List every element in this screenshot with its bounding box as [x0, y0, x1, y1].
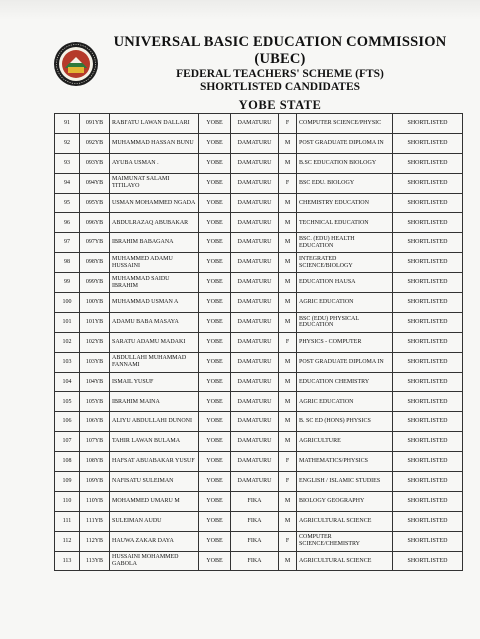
state-cell: YOBE — [199, 332, 231, 352]
candidate-name-cell: TAHIR LAWAN BULAMA — [110, 432, 199, 452]
candidate-code-cell: 097YB — [80, 233, 110, 253]
lga-cell: DAMATURU — [231, 372, 279, 392]
candidate-name-cell: MUHAMMAD HASSAN BUNU — [110, 133, 199, 153]
table-row — [55, 352, 463, 372]
candidate-name-cell: ABDULRAZAQ ABUBAKAR — [110, 213, 199, 233]
serial-number-cell: 112 — [55, 531, 80, 551]
table-row — [55, 253, 463, 273]
ubec-seal-icon — [53, 41, 99, 87]
sex-cell: F — [279, 332, 297, 352]
list-subtitle: SHORTLISTED CANDIDATES — [199, 81, 361, 93]
state-cell: YOBE — [199, 452, 231, 472]
lga-cell: FIKA — [231, 551, 279, 571]
candidate-code-cell: 102YB — [80, 332, 110, 352]
table-row — [55, 273, 463, 293]
page-title: UNIVERSAL BASIC EDUCATION COMMISSION (UBEC) — [113, 34, 447, 67]
page-shadow — [0, 0, 480, 20]
candidate-name-cell: MAIMUNAT SALAMI TITILAYO — [110, 173, 199, 193]
sex-cell: M — [279, 352, 297, 372]
sex-cell: M — [279, 511, 297, 531]
course-cell: B.SC EDUCATION BIOLOGY — [297, 153, 393, 173]
state-cell: YOBE — [199, 173, 231, 193]
course-cell: MATHEMATICS/PHYSICS — [297, 452, 393, 472]
table-row — [55, 133, 463, 153]
serial-number-cell: 111 — [55, 511, 80, 531]
serial-number-cell: 91 — [55, 114, 80, 134]
status-cell: SHORTLISTED — [393, 173, 463, 193]
candidate-name-cell: NAFISATU SULEIMAN — [110, 472, 199, 492]
course-cell: BIOLOGY GEOGRAPHY — [297, 491, 393, 511]
lga-cell: DAMATURU — [231, 153, 279, 173]
course-cell: AGRICULTURAL SCIENCE — [297, 511, 393, 531]
table-row — [55, 153, 463, 173]
state-cell: YOBE — [199, 432, 231, 452]
serial-number-cell: 101 — [55, 312, 80, 332]
lga-cell: DAMATURU — [231, 193, 279, 213]
serial-number-cell: 99 — [55, 273, 80, 293]
sex-cell: M — [279, 293, 297, 313]
candidate-code-cell: 096YB — [80, 213, 110, 233]
candidate-name-cell: USMAN MOHAMMED NGADA — [110, 193, 199, 213]
status-cell: SHORTLISTED — [393, 273, 463, 293]
status-cell: SHORTLISTED — [393, 312, 463, 332]
state-cell: YOBE — [199, 491, 231, 511]
state-cell: YOBE — [199, 114, 231, 134]
candidate-name-cell: IBRAHIM BABAGANA — [110, 233, 199, 253]
lga-cell: DAMATURU — [231, 293, 279, 313]
serial-number-cell: 110 — [55, 491, 80, 511]
lga-cell: DAMATURU — [231, 233, 279, 253]
candidate-code-cell: 108YB — [80, 452, 110, 472]
table-row — [55, 392, 463, 412]
lga-cell: DAMATURU — [231, 273, 279, 293]
status-cell: SHORTLISTED — [393, 491, 463, 511]
state-cell: YOBE — [199, 293, 231, 313]
serial-number-cell: 97 — [55, 233, 80, 253]
sex-cell: M — [279, 273, 297, 293]
state-cell: YOBE — [199, 233, 231, 253]
lga-cell: DAMATURU — [231, 332, 279, 352]
state-cell: YOBE — [199, 193, 231, 213]
document-header — [100, 34, 460, 113]
sex-cell: M — [279, 213, 297, 233]
candidates-table — [54, 113, 463, 571]
serial-number-cell: 107 — [55, 432, 80, 452]
table-row — [55, 372, 463, 392]
course-cell: EDUCATION HAUSA — [297, 273, 393, 293]
candidate-code-cell: 109YB — [80, 472, 110, 492]
status-cell: SHORTLISTED — [393, 352, 463, 372]
serial-number-cell: 105 — [55, 392, 80, 412]
state-cell: YOBE — [199, 352, 231, 372]
course-cell: TECHNICAL EDUCATION — [297, 213, 393, 233]
candidate-name-cell: MUHAMMAD SAIDU IBRAHIM — [110, 273, 199, 293]
candidate-code-cell: 105YB — [80, 392, 110, 412]
table-row — [55, 472, 463, 492]
sex-cell: M — [279, 392, 297, 412]
state-cell: YOBE — [199, 412, 231, 432]
lga-cell: DAMATURU — [231, 133, 279, 153]
table-row — [55, 332, 463, 352]
table-row — [55, 173, 463, 193]
lga-cell: DAMATURU — [231, 412, 279, 432]
lga-cell: FIKA — [231, 511, 279, 531]
sex-cell: M — [279, 233, 297, 253]
sex-cell: M — [279, 432, 297, 452]
candidate-code-cell: 091YB — [80, 114, 110, 134]
table-row — [55, 452, 463, 472]
sex-cell: M — [279, 312, 297, 332]
candidate-code-cell: 101YB — [80, 312, 110, 332]
sex-cell: F — [279, 452, 297, 472]
candidate-code-cell: 093YB — [80, 153, 110, 173]
sex-cell: M — [279, 372, 297, 392]
state-cell: YOBE — [199, 253, 231, 273]
candidate-code-cell: 107YB — [80, 432, 110, 452]
state-cell: YOBE — [199, 273, 231, 293]
serial-number-cell: 92 — [55, 133, 80, 153]
serial-number-cell: 102 — [55, 332, 80, 352]
serial-number-cell: 103 — [55, 352, 80, 372]
candidate-name-cell: AYUBA USMAN . — [110, 153, 199, 173]
serial-number-cell: 95 — [55, 193, 80, 213]
table-row — [55, 432, 463, 452]
serial-number-cell: 93 — [55, 153, 80, 173]
status-cell: SHORTLISTED — [393, 233, 463, 253]
serial-number-cell: 109 — [55, 472, 80, 492]
lga-cell: DAMATURU — [231, 472, 279, 492]
state-cell: YOBE — [199, 531, 231, 551]
lga-cell: DAMATURU — [231, 352, 279, 372]
lga-cell: DAMATURU — [231, 253, 279, 273]
lga-cell: DAMATURU — [231, 392, 279, 412]
candidate-code-cell: 094YB — [80, 173, 110, 193]
candidate-code-cell: 106YB — [80, 412, 110, 432]
scheme-name: FEDERAL TEACHERS' SCHEME (FTS) — [176, 68, 384, 80]
candidate-code-cell: 095YB — [80, 193, 110, 213]
table-row — [55, 213, 463, 233]
candidate-code-cell: 104YB — [80, 372, 110, 392]
table-row — [55, 551, 463, 571]
lga-cell: FIKA — [231, 491, 279, 511]
table-row — [55, 193, 463, 213]
course-cell: BSC. (EDU) HEALTH EDUCATION — [297, 233, 393, 253]
course-cell: INTEGRATED SCIENCE/BIOLOGY — [297, 253, 393, 273]
candidate-name-cell: MUHAMMAD USMAN A — [110, 293, 199, 313]
course-cell: EDUCATION CHEMISTRY — [297, 372, 393, 392]
state-heading: YOBE STATE — [238, 98, 322, 112]
candidate-code-cell: 103YB — [80, 352, 110, 372]
candidate-name-cell: ADAMU BABA MASAYA — [110, 312, 199, 332]
candidate-code-cell: 092YB — [80, 133, 110, 153]
sex-cell: F — [279, 531, 297, 551]
status-cell: SHORTLISTED — [393, 332, 463, 352]
sex-cell: M — [279, 412, 297, 432]
lga-cell: DAMATURU — [231, 213, 279, 233]
state-cell: YOBE — [199, 153, 231, 173]
status-cell: SHORTLISTED — [393, 114, 463, 134]
lga-cell: DAMATURU — [231, 114, 279, 134]
lga-cell: DAMATURU — [231, 173, 279, 193]
candidate-name-cell: ALIYU ABDULLAHI DUNONI — [110, 412, 199, 432]
status-cell: SHORTLISTED — [393, 372, 463, 392]
candidate-name-cell: ABDULLAHI MUHAMMAD FANNAMI — [110, 352, 199, 372]
table-row — [55, 511, 463, 531]
course-cell: BSC EDU. BIOLOGY — [297, 173, 393, 193]
table-row — [55, 293, 463, 313]
sex-cell: M — [279, 491, 297, 511]
sex-cell: F — [279, 173, 297, 193]
sex-cell: M — [279, 551, 297, 571]
status-cell: SHORTLISTED — [393, 551, 463, 571]
serial-number-cell: 98 — [55, 253, 80, 273]
serial-number-cell: 108 — [55, 452, 80, 472]
course-cell: POST GRADUATE DIPLOMA IN — [297, 133, 393, 153]
status-cell: SHORTLISTED — [393, 472, 463, 492]
status-cell: SHORTLISTED — [393, 531, 463, 551]
state-cell: YOBE — [199, 392, 231, 412]
table-row — [55, 531, 463, 551]
serial-number-cell: 94 — [55, 173, 80, 193]
candidate-name-cell: RABI'ATU LAWAN DALLARI — [110, 114, 199, 134]
sex-cell: M — [279, 133, 297, 153]
lga-cell: DAMATURU — [231, 312, 279, 332]
state-cell: YOBE — [199, 551, 231, 571]
status-cell: SHORTLISTED — [393, 412, 463, 432]
course-cell: BSC (EDU) PHYSICAL EDUCATION — [297, 312, 393, 332]
candidate-name-cell: HUSSAINI MOHAMMED GABOLA — [110, 551, 199, 571]
status-cell: SHORTLISTED — [393, 193, 463, 213]
state-cell: YOBE — [199, 133, 231, 153]
status-cell: SHORTLISTED — [393, 153, 463, 173]
sex-cell: M — [279, 153, 297, 173]
candidate-name-cell: MOHAMMED UMARU M — [110, 491, 199, 511]
state-cell: YOBE — [199, 213, 231, 233]
sex-cell: M — [279, 193, 297, 213]
course-cell: ENGLISH / ISLAMIC STUDIES — [297, 472, 393, 492]
course-cell: AGRICULTURE — [297, 432, 393, 452]
candidate-name-cell: SULEIMAN AUDU — [110, 511, 199, 531]
course-cell: CHEMISTRY EDUCATION — [297, 193, 393, 213]
serial-number-cell: 113 — [55, 551, 80, 571]
status-cell: SHORTLISTED — [393, 511, 463, 531]
sex-cell: F — [279, 114, 297, 134]
status-cell: SHORTLISTED — [393, 392, 463, 412]
candidate-code-cell: 100YB — [80, 293, 110, 313]
candidate-name-cell: IBRAHIM MAINA — [110, 392, 199, 412]
candidate-name-cell: MUHAMMED ADAMU HUSSAINI — [110, 253, 199, 273]
status-cell: SHORTLISTED — [393, 213, 463, 233]
state-cell: YOBE — [199, 312, 231, 332]
serial-number-cell: 104 — [55, 372, 80, 392]
state-cell: YOBE — [199, 472, 231, 492]
course-cell: COMPUTER SCIENCE/CHEMISTRY — [297, 531, 393, 551]
status-cell: SHORTLISTED — [393, 253, 463, 273]
state-cell: YOBE — [199, 372, 231, 392]
lga-cell: DAMATURU — [231, 432, 279, 452]
table-row — [55, 312, 463, 332]
sex-cell: F — [279, 472, 297, 492]
course-cell: AGRIC EDUCATION — [297, 293, 393, 313]
candidate-name-cell: ISMAIL YUSUF — [110, 372, 199, 392]
status-cell: SHORTLISTED — [393, 133, 463, 153]
candidate-name-cell: HAFSAT ABUABAKAR YUSUF — [110, 452, 199, 472]
candidate-name-cell: HAUWA ZAKAR DAYA — [110, 531, 199, 551]
serial-number-cell: 96 — [55, 213, 80, 233]
candidate-code-cell: 110YB — [80, 491, 110, 511]
course-cell: COMPUTER SCIENCE/PHYSIC — [297, 114, 393, 134]
table-row — [55, 412, 463, 432]
status-cell: SHORTLISTED — [393, 452, 463, 472]
candidate-code-cell: 112YB — [80, 531, 110, 551]
table-row — [55, 114, 463, 134]
table-row — [55, 233, 463, 253]
candidate-code-cell: 098YB — [80, 253, 110, 273]
serial-number-cell: 100 — [55, 293, 80, 313]
lga-cell: DAMATURU — [231, 452, 279, 472]
course-cell: POST GRADUATE DIPLOMA IN — [297, 352, 393, 372]
serial-number-cell: 106 — [55, 412, 80, 432]
status-cell: SHORTLISTED — [393, 432, 463, 452]
state-cell: YOBE — [199, 511, 231, 531]
lga-cell: FIKA — [231, 531, 279, 551]
course-cell: B. SC ED (HONS) PHYSICS — [297, 412, 393, 432]
course-cell: AGRICULTURAL SCIENCE — [297, 551, 393, 571]
sex-cell: M — [279, 253, 297, 273]
course-cell: PHYSICS - COMPUTER — [297, 332, 393, 352]
status-cell: SHORTLISTED — [393, 293, 463, 313]
candidate-code-cell: 099YB — [80, 273, 110, 293]
candidate-name-cell: SARATU ADAMU MADAKI — [110, 332, 199, 352]
candidate-code-cell: 111YB — [80, 511, 110, 531]
table-row — [55, 491, 463, 511]
course-cell: AGRIC EDUCATION — [297, 392, 393, 412]
candidate-code-cell: 113YB — [80, 551, 110, 571]
